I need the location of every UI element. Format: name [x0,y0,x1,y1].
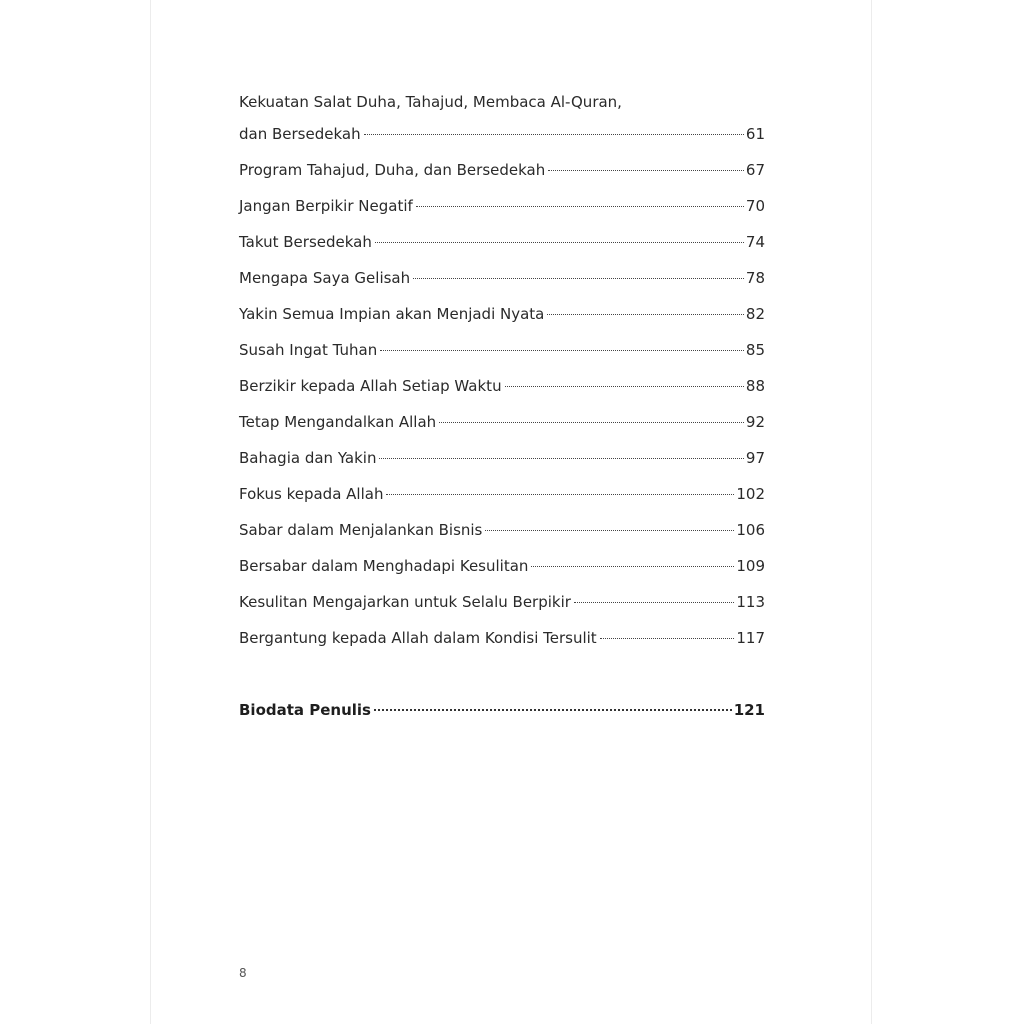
dot-leader [386,494,734,495]
toc-entry-page: 106 [736,521,765,539]
toc-entry-title: Bersabar dalam Menghadapi Kesulitan [239,557,529,575]
toc-entry [239,584,765,620]
dot-leader [439,422,744,423]
dot-leader [416,206,744,207]
toc-entry-title: Mengapa Saya Gelisah [239,269,411,287]
toc-entry-title: Fokus kepada Allah [239,485,384,503]
toc-entry-page: 113 [736,593,765,611]
toc-entry [239,368,765,404]
toc-entry [239,476,765,512]
toc-entry-title: Bergantung kepada Allah dalam Kondisi Tersulit [239,629,597,647]
toc-entry-page: 117 [736,629,765,647]
dot-leader [505,386,744,387]
dot-leader [413,278,744,279]
toc-entry [239,224,765,260]
toc-entry-title: Susah Ingat Tuhan [239,341,378,359]
toc-entry-title: Kekuatan Salat Duha, Tahajud, Membaca Al-Quran, [239,93,622,111]
toc-entry-title: Tetap Mengandalkan Allah [239,413,437,431]
toc-entry-page: 78 [745,269,765,287]
toc-entry-page: 82 [745,305,765,323]
toc-entry-page: 109 [736,557,765,575]
toc-entry-first-line [239,88,765,116]
toc-entry-title: Takut Bersedekah [239,233,372,251]
toc-entry [239,116,765,152]
dot-leader [548,170,744,171]
toc-entry-page: 70 [745,197,765,215]
toc-entry-title: Bahagia dan Yakin [239,449,377,467]
table-of-contents [239,88,765,728]
toc-entry [239,152,765,188]
toc-entry [239,296,765,332]
toc-entry-title: Sabar dalam Menjalankan Bisnis [239,521,483,539]
toc-entry [239,260,765,296]
toc-entry-title: Kesulitan Mengajarkan untuk Selalu Berpikir [239,593,571,611]
toc-entry-title: Berzikir kepada Allah Setiap Waktu [239,377,502,395]
dot-leader [374,709,732,711]
page-number: 8 [239,966,247,980]
dot-leader [485,530,734,531]
toc-entry [239,332,765,368]
toc-entry-title: Program Tahajud, Duha, dan Bersedekah [239,161,546,179]
dot-leader [574,602,734,603]
dot-leader [380,350,744,351]
dot-leader [531,566,734,567]
toc-entry-page: 92 [745,413,765,431]
book-page [150,0,872,1024]
toc-entry [239,512,765,548]
toc-entry [239,440,765,476]
toc-entry [239,620,765,656]
toc-entry-page: 88 [745,377,765,395]
toc-entry-title: dan Bersedekah [239,125,361,143]
dot-leader [600,638,735,639]
dot-leader [379,458,743,459]
toc-entry-page: 61 [745,125,765,143]
dot-leader [364,134,744,135]
toc-entry-page: 74 [745,233,765,251]
toc-entry-page: 85 [745,341,765,359]
toc-entry-page: 67 [745,161,765,179]
toc-entry-title: Jangan Berpikir Negatif [239,197,413,215]
dot-leader [547,314,744,315]
toc-entry-page: 97 [745,449,765,467]
toc-entry-title: Biodata Penulis [239,701,371,719]
toc-entry-title: Yakin Semua Impian akan Menjadi Nyata [239,305,545,323]
toc-entry-page: 121 [733,701,765,719]
toc-entry-biodata [239,692,765,728]
toc-entry-page: 102 [736,485,765,503]
toc-entry [239,404,765,440]
dot-leader [375,242,744,243]
toc-entry [239,548,765,584]
toc-entry [239,188,765,224]
